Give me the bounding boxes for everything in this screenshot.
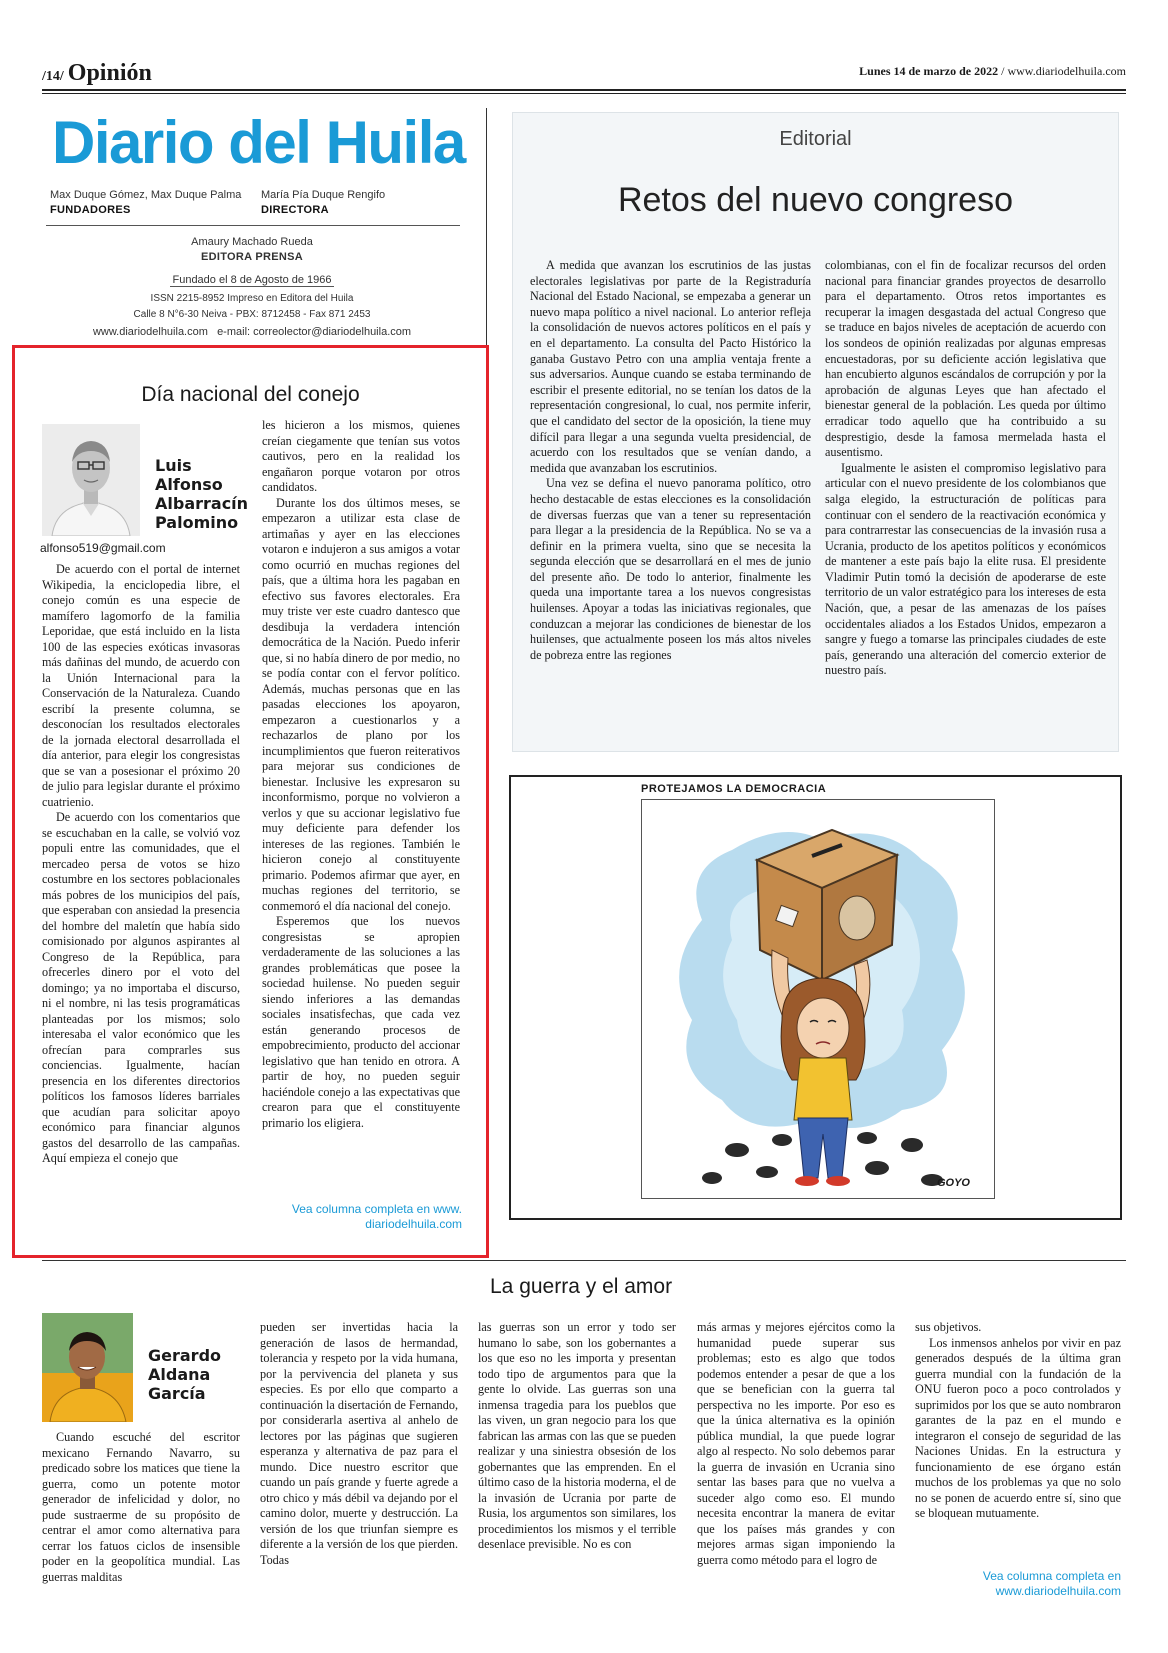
- editor-role: EDITORA PRENSA: [201, 251, 303, 263]
- column-text-right: [262, 418, 460, 1131]
- issn-line: ISSN 2215-8952 Impreso en Editora del Huila: [150, 293, 354, 304]
- column2-text-5: [915, 1320, 1121, 1522]
- column-paragraph: sus objetivos.: [915, 1320, 982, 1334]
- section-rule: [42, 1260, 1126, 1261]
- column-paragraph: Los inmensos anhelos por vivir en paz generados después de la última gran guerra mundial con la fundación de la ONU fueron poco a poco controlados y suprimidos por los que se auto nombraron garantes de la paz en el mundo e integraron el consejo de seguridad de las Naciones Unidas. En la estructura y funcionamiento de ese órgano están muchos de los problemas ya que no solo no se ponen de acuerdo entre sí, sino que se bloquean mutuamente.: [915, 1335, 1121, 1520]
- editorial-paragraph: Igualmente le asisten el compromiso legislativo para articular con el nuevo presidente de los colombianos que salga elegido, la estructuración de políticas para continuar con el sendero de la reactivación económica y para contrarrestar las consecuencias de la invasión rusa a Ucrania, producto de los apetitos políticos y económicos de mantener a este país bajo la elite rusa. El presidente Vladimir Putin tomó la decisión de apoderarse de este territorio de un valor estratégico para los intereses de esta Nación, que, a pesar de las amenazas de los países occidentales aliados a los Estados Unidos, empezaron a sangre y fuego a tomarse las principales ciudades de este país, generando una alteración del comercio exterior de nuestro país.: [825, 460, 1106, 678]
- cartoon-caption: PROTEJAMOS LA DEMOCRACIA: [641, 783, 827, 795]
- column2-text-3: [478, 1320, 676, 1553]
- editorial-column-1: [530, 258, 811, 663]
- column-paragraph: más armas y mejores ejércitos como la humanidad puede superar sus problemas; esto es algo que todos podemos entender a pesar de que a los que se benefician con la guerra tal perspectiva no les importe. Por eso es que la única alternativa es la opinión pública mundial, la que puede lograr algo al respecto. No solo debemos parar la guerra de invasión en Ucrania sino sentar las bases para que no vuelva a suceder algo como eso. El mundo necesita encontrar la manera de evitar que los países más grandes y con mejores armas sigan imponiendo la guerra como método para el logro de: [697, 1320, 895, 1567]
- author2-photo: [42, 1313, 133, 1422]
- column-paragraph: De acuerdo con los comentarios que se escuchaban en la calle, se volvió voz populi entre las comunidades, que el mercadeo persa de votos se hizo costumbre en los sectores poblacionales más pobres de los municipios del país, que esperaban con ansiedad la presencia del hombre del maletín que había sido comisionado por algunos aspirantes al Congreso de la República, para ofrecerles dinero por el voto del domingo; ya no importaba el discurso, ni el nombre, ni las tesis programáticas planteadas por los mismos; solo interesaba el valor económico que les ofrecían para comprarles sus conciencias. Igualmente, hacían presencia en los diferentes directorios políticos los famosos líderes barriales que acudían para solicitar apoyo económico para financiar algunos gastos del desarrollo de las campañas. Aquí empieza el conejo que: [42, 810, 240, 1165]
- author-photo: [42, 424, 140, 536]
- column-paragraph: pueden ser invertidas hacia la generación de lasos de hermandad, tolerancia y respeto por la vida humana, por la pervivencia del planeta y sus especies. Es por ello que comparto a continuación la disertación de Fernando, por considerarla asertiva al anhelo de lectores por las páginas que sugieren esperanza y alternativa de paz para el mundo. Dice nuestro escritor que cuando un país grande y fuerte agrede a otro chico y más débil va dejando por el camino dolor, muerte y destrucción. La versión de los que triunfan siempre es diferente a la versión de los que pierden. Todas: [260, 1320, 458, 1567]
- editorial-paragraph: Una vez se defina el nuevo panorama político, otro hecho destacable de estas elecciones es la consolidación de diversas fuerzas que van a tener su representación para llegar a la presidencia de la República. No se va a definir en la primera vuelta, sino que se necesita la segunda elección que se desarrollará en el mes de junio del presente año. De todo lo anterior, finalmente les queda una importante tarea a los nuevos congresistas huilenses. Apoyar a todas las iniciativas regionales, que conduzcan a mejorar las condiciones de bienestar de los huilenses, que actualmente poseen los más altos niveles de pobreza entre las regiones: [530, 476, 811, 662]
- author2-portrait-icon: [42, 1313, 133, 1422]
- cartoonist-signature: GOYO: [936, 1177, 970, 1189]
- column-paragraph: Cuando escuché del escritor mexicano Fernando Navarro, su predicado sobre los matices que tiene la guerra, como un potente motor generador de infelicidad y dolor, no pude sustraerme de su propósito de centrar el amor como alternativa para cerrar los fatuos ciclos de insensible poder en la geopolítica mundial. Las guerras malditas: [42, 1430, 240, 1584]
- founders-role: FUNDADORES: [50, 204, 131, 216]
- date-line: [859, 64, 1126, 79]
- column-paragraph: Durante los dos últimos meses, se empezaron a utilizar esta clase de artimañas y ayer en las elecciones votaron e indujeron a sus amigos a votar como ocurrió en muchas regiones del país, que a última hora les pagaban en efectivo sus favores electorales. Era muy triste ver este cuadro dantesco que desdibuja la verdadera intención democrática de la Nación. Puedo inferir que, si no había dinero de por medio, no se podía contar con el fervor político. Además, muchas personas que en las pasadas elecciones los apoyaron, empezaron a cuestionarlos y a rechazarlos de plano por los incumplimientos que fueron reiterativos para mejorar sus condiciones de bienestar. Inclusive les expresaron su inconformismo, porque no volvieron a verlos y que su accionar legislativo fue muy deficiente para defender los intereses de las regiones. También le hicieron conejo al constituyente primario. Podemos afirmar que ayer, en muchas regiones del territorio, se conmemoró el día nacional del conejo.: [262, 495, 460, 913]
- section-name: Opinión: [67, 60, 152, 86]
- newspaper-logo: Diario del Huila: [52, 109, 465, 176]
- column-title: Día nacional del conejo: [141, 383, 360, 406]
- top-rule: [42, 89, 1126, 91]
- director-credit: [261, 189, 385, 216]
- column-text-left: [42, 562, 240, 1167]
- editorial-cartoon: [509, 775, 1122, 1220]
- editorial-kicker: Editorial: [779, 128, 852, 150]
- column-paragraph: Esperemos que los nuevos congresistas se apropien verdaderamente de las soluciones a las grandes problemáticas que posee la sociedad huilense. No pueden seguir siendo inferiores a las demandas sociales insatisfechas, que cada vez están generando procesos de empobrecimiento, producto del accionar legislativo que han tenido en otrora. A partir de hoy, no pueden seguir haciéndole conejo a las expectativas que crearon para que el constituyente primario los eligiera.: [262, 914, 460, 1130]
- column2-author: Gerardo Aldana García: [148, 1346, 222, 1403]
- masthead-rule: [46, 225, 460, 226]
- ballot-box-woman-illustration: [642, 800, 994, 1198]
- site-url[interactable]: / www.diariodelhuila.com: [998, 64, 1126, 78]
- column-author: Luis Alfonso Albarracín Palomino: [155, 456, 249, 532]
- founders-credit: [50, 189, 241, 216]
- address-line: Calle 8 N°6-30 Neiva - PBX: 8712458 - Fax 871 2453: [133, 309, 371, 320]
- editorial-paragraph: colombianas, con el fin de focalizar recursos del orden nacional para financiar grandes proyectos de desarrollo para el departamento. Otros retos importantes es recuperar la imagen desgastada del actual Congreso que se traduce en bajos niveles de aceptación de acuerdo con los sondeos de opinión realizadas por algunas empresas encuestadoras, por su deficiente acción legislativa que han encubierto algunos escándalos de corrupción y por la aprobación de algunas Leyes que han afectado el bienestar general de la población. Les queda por último erradicar todo aquello que ha contribuido a su desprestigio, desde la famosa mermelada hasta el ausentismo.: [825, 258, 1106, 460]
- page-number: /14/: [42, 69, 64, 84]
- author-portrait-icon: [42, 424, 140, 536]
- editorial-paragraph: A medida que avanzan los escrutinios de las justas electorales legislativas por parte de la Registraduría Nacional del Estado Nacional, se empezaba a generar un nuevo mapa político a nivel nacional. Lo anterior refleja la consolidación de nuevos actores políticos en el país y en el departamento. La consulta del Pacto Histórico la ganaba Gustavo Petro con una amplia ventaja frente a sus adversarios. Aunque cuando se estaba terminando de escribir el presente editorial, no se tenían los datos de la representación congresional, lo cual, nos permite inferir, que el candidato del sector de la oposición, la tiene muy difícil para llegar a una segunda vuelta presidencial, de acuerdo con los resultados que se venían dando, a medida que avanzaban los escrutinios.: [530, 258, 811, 475]
- column2-text-4: [697, 1320, 895, 1568]
- editorial-column-2: [825, 258, 1106, 679]
- founders-names: Max Duque Gómez, Max Duque Palma: [50, 189, 242, 201]
- section-header: [42, 60, 152, 87]
- author-email[interactable]: alfonso519@gmail.com: [40, 541, 166, 555]
- issue-date: Lunes 14 de marzo de 2022: [859, 64, 999, 78]
- editor-name: Amaury Machado Rueda: [191, 236, 313, 248]
- column-paragraph: les hicieron a los mismos, quienes creían ciegamente que tenían sus votos cautivos, pero en la realidad los engañaron porque votaron por otros candidatos.: [262, 418, 460, 494]
- column2-title: La guerra y el amor: [490, 1275, 673, 1298]
- column2-text-2: [260, 1320, 458, 1568]
- column2-text-1: [42, 1430, 240, 1585]
- read-more-link-2[interactable]: Vea columna completa en www.diariodelhuila.com: [982, 1569, 1121, 1598]
- director-name: María Pía Duque Rengifo: [261, 189, 386, 201]
- column-paragraph: De acuerdo con el portal de internet Wikipedia, la enciclopedia libre, el conejo común es una especie de mamífero lagomorfo de la familia Leporidae, que está incluido en la lista 100 de las especies exóticas invasoras más dañinas del mundo, de acuerdo con la Unión Internacional para la Conservación de la Naturaleza. Cuando escribí la presente columna, se desconocían los resultados electorales de la jornada electoral desarrollada el día anterior, para elegir los congresistas que se van a posesionar el próximo 20 de julio para legislar durante el próximo cuatrienio.: [42, 562, 240, 809]
- editorial-title: Retos del nuevo congreso: [617, 181, 1014, 219]
- cartoon-panel: [641, 799, 995, 1199]
- read-more-link[interactable]: Vea columna completa en www. diariodelhuila.com: [291, 1202, 462, 1231]
- top-rule-thin: [42, 93, 1126, 94]
- founded-date: Fundado el 8 de Agosto de 1966: [172, 274, 332, 286]
- director-role: DIRECTORA: [261, 204, 329, 216]
- column-paragraph: las guerras son un error y todo ser humano lo sabe, son los gobernantes a los que eso no les importa y presentan todo tipo de argumentos para que la gente lo olvide. Las guerras son una inmensa tragedia para los pueblos que las viven, un gran negocio para los que fabrican las armas con las que se pueden realizar y una siniestra obsesión de los gobernantes que las emprenden. En el último caso de la historia moderna, el de la invasión de Ucrania por parte de Rusia, los argumentos son similares, los procedimientos los mismos y el terrible desenlace previsible. No es con: [478, 1320, 676, 1551]
- contact-line: www.diariodelhuila.com e-mail: correolector@diariodelhuila.com: [92, 326, 412, 338]
